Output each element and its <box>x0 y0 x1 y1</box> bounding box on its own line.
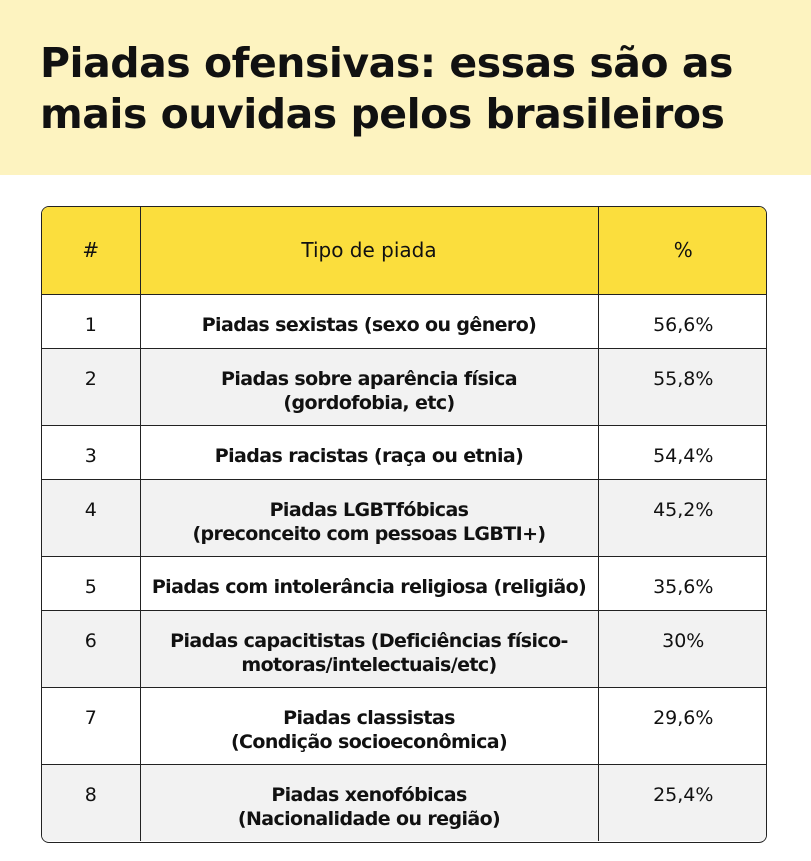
header-joke-type: Tipo de piada <box>140 207 598 294</box>
row-percent: 54,4% <box>598 425 767 479</box>
row-joke-type: Piadas racistas (raça ou etnia) <box>140 425 598 479</box>
row-joke-type: Piadas sobre aparência física (gordofobia, etc) <box>140 348 598 425</box>
row-percent: 35,6% <box>598 556 767 610</box>
row-joke-type: Piadas sexistas (sexo ou gênero) <box>140 294 598 348</box>
row-number: 7 <box>42 687 140 764</box>
row-number: 1 <box>42 294 140 348</box>
row-number: 3 <box>42 425 140 479</box>
table-row <box>42 479 767 556</box>
row-percent: 56,6% <box>598 294 767 348</box>
row-number: 2 <box>42 348 140 425</box>
row-joke-type: Piadas capacitistas (Deficiências físico- motoras/intelectuais/etc) <box>140 610 598 687</box>
table-row <box>42 425 767 479</box>
table-row <box>42 687 767 764</box>
row-percent: 29,6% <box>598 687 767 764</box>
table-row <box>42 556 767 610</box>
jokes-table <box>41 206 767 843</box>
page-title <box>40 38 780 140</box>
header-number: # <box>42 207 140 294</box>
title-banner <box>0 0 811 175</box>
table-row <box>42 294 767 348</box>
row-joke-type: Piadas xenofóbicas (Nacionalidade ou região) <box>140 764 598 841</box>
table-header-row <box>42 207 767 294</box>
table-row <box>42 610 767 687</box>
row-number: 5 <box>42 556 140 610</box>
row-percent: 45,2% <box>598 479 767 556</box>
row-joke-type: Piadas classistas (Condição socioeconômica) <box>140 687 598 764</box>
title-line-2: mais ouvidas pelos brasileiros <box>40 90 725 138</box>
row-number: 8 <box>42 764 140 841</box>
title-line-1: Piadas ofensivas: essas são as <box>40 39 733 87</box>
row-percent: 25,4% <box>653 783 714 806</box>
row-number: 6 <box>42 610 140 687</box>
row-joke-type: Piadas LGBTfóbicas (preconceito com pessoas LGBTI+) <box>140 479 598 556</box>
table-row <box>42 764 767 841</box>
row-number: 4 <box>42 479 140 556</box>
row-percent: 55,8% <box>598 348 767 425</box>
row-percent: 30% <box>598 610 767 687</box>
header-percent: % <box>598 207 767 294</box>
row-joke-type: Piadas com intolerância religiosa (religião) <box>140 556 598 610</box>
table-row <box>42 348 767 425</box>
